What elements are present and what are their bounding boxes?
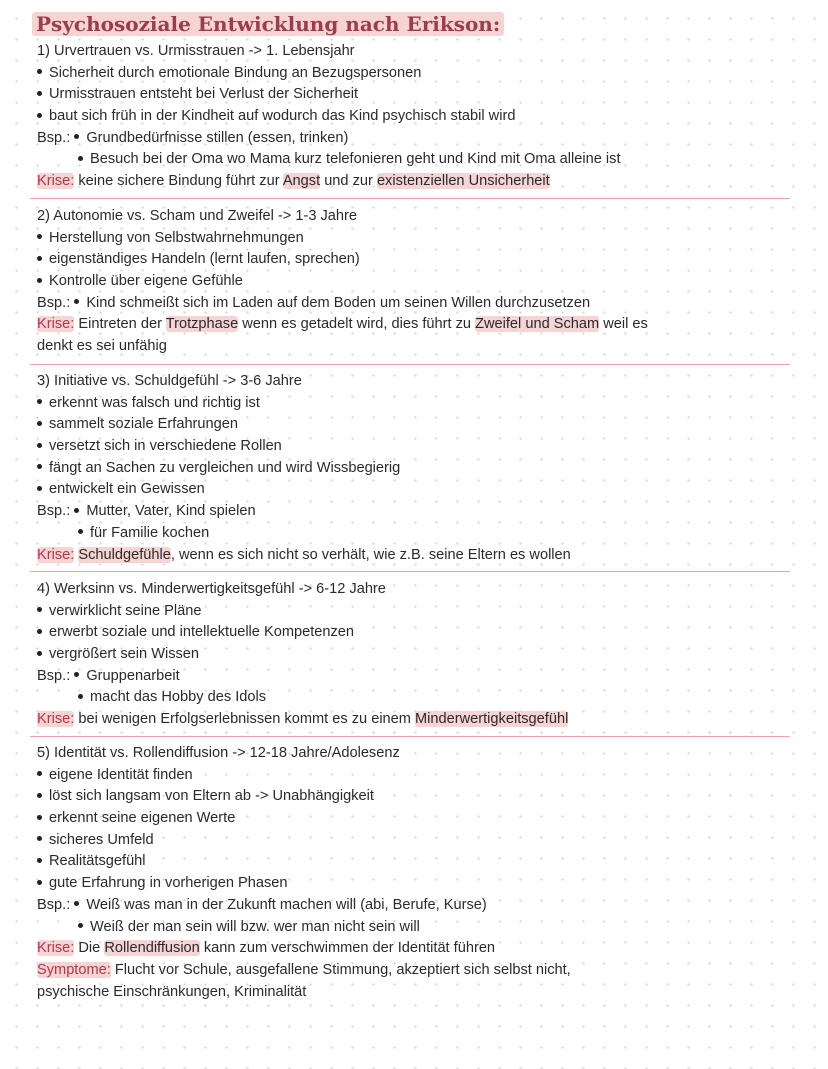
krise-label: Krise: xyxy=(37,940,75,957)
bullet-icon xyxy=(74,501,86,523)
highlight-term: existenziellen Unsicherheit xyxy=(376,173,550,190)
section-divider xyxy=(30,736,790,737)
bullet-icon xyxy=(37,622,49,644)
krise-label: Krise: xyxy=(37,316,75,333)
bullet-icon xyxy=(37,228,49,250)
stage-4-bullet: verwirklicht seine Pläne xyxy=(37,601,817,623)
stage-4-heading: 4) Werksinn vs. Minderwertigkeitsgefühl -> 6-12 Jahre xyxy=(37,581,386,597)
bullet-icon xyxy=(78,523,90,545)
section-divider xyxy=(30,364,790,365)
bullet-icon xyxy=(74,895,86,917)
stage-3-section xyxy=(37,371,817,566)
bsp-label: Bsp.: xyxy=(37,896,71,913)
bsp-label: Bsp.: xyxy=(37,129,71,146)
highlight-term: Rollendiffusion xyxy=(104,940,200,957)
stage-4-bullet: erwerbt soziale und intellektuelle Kompetenzen xyxy=(37,622,817,644)
highlight-term: Minderwertigkeitsgefühl xyxy=(415,711,569,728)
stage-3-krise: Krise: Schuldgefühle, wenn es sich nicht so verhält, wie z.B. seine Eltern es wollen xyxy=(37,546,571,563)
stage-2-example: Bsp.: Kind schmeißt sich im Laden auf dem Boden um seinen Willen durchzusetzen xyxy=(37,293,817,315)
section-divider xyxy=(30,571,790,572)
bullet-icon xyxy=(37,271,49,293)
krise-label: Krise: xyxy=(37,711,75,728)
highlight-term: Trotzphase xyxy=(165,316,239,333)
stage-3-example: für Familie kochen xyxy=(37,523,817,545)
stage-4-krise: Krise: bei wenigen Erfolgserlebnissen kommt es zu einem Minderwertigkeitsgefühl xyxy=(37,711,569,728)
stage-3-example: Bsp.: Mutter, Vater, Kind spielen xyxy=(37,501,817,523)
bsp-label: Bsp.: xyxy=(37,503,71,520)
stage-5-krise: Krise: Die Rollendiffusion kann zum verschwimmen der Identität führen xyxy=(37,940,496,957)
stage-3-heading: 3) Initiative vs. Schuldgefühl -> 3-6 Jahre xyxy=(37,373,302,389)
bullet-icon xyxy=(37,601,49,623)
stage-4-example: Bsp.: Gruppenarbeit xyxy=(37,666,817,688)
stage-3-bullet: versetzt sich in verschiedene Rollen xyxy=(37,436,817,458)
stage-1-section xyxy=(37,41,817,193)
stage-5-bullet: sicheres Umfeld xyxy=(37,830,817,852)
stage-1-krise: Krise: keine sichere Bindung führt zur Angst und zur existenziellen Unsicherheit xyxy=(37,173,550,190)
bullet-icon xyxy=(37,436,49,458)
bullet-icon xyxy=(37,808,49,830)
highlight-term: Zweifel und Scham xyxy=(475,316,600,333)
bullet-icon xyxy=(37,830,49,852)
stage-5-section xyxy=(37,743,817,1003)
stage-5-bullet: eigene Identität finden xyxy=(37,765,817,787)
stage-5-example: Weiß der man sein will bzw. wer man nicht sein will xyxy=(37,917,817,939)
bullet-icon xyxy=(37,84,49,106)
bullet-icon xyxy=(78,149,90,171)
page-title xyxy=(36,10,504,38)
stage-5-bullet: Realitätsgefühl xyxy=(37,851,817,873)
bullet-icon xyxy=(37,786,49,808)
stage-4-bullet: vergrößert sein Wissen xyxy=(37,644,817,666)
section-divider xyxy=(30,198,790,199)
highlight-term: Angst xyxy=(282,173,321,190)
stage-5-bullet: erkennt seine eigenen Werte xyxy=(37,808,817,830)
krise-label: Krise: xyxy=(37,546,75,563)
stage-2-krise-cont: denkt es sei unfähig xyxy=(37,338,167,355)
stage-5-bullet: löst sich langsam von Eltern ab -> Unabhängigkeit xyxy=(37,786,817,808)
stage-1-bullet: baut sich früh in der Kindheit auf wodurch das Kind psychisch stabil wird xyxy=(37,106,817,128)
stage-2-bullet: eigenständiges Handeln (lernt laufen, sprechen) xyxy=(37,249,817,271)
bullet-icon xyxy=(37,63,49,85)
bullet-icon xyxy=(74,128,86,150)
bullet-icon xyxy=(37,106,49,128)
bullet-icon xyxy=(74,666,86,688)
stage-2-bullet: Kontrolle über eigene Gefühle xyxy=(37,271,817,293)
stage-5-bullet: gute Erfahrung in vorherigen Phasen xyxy=(37,873,817,895)
bullet-icon xyxy=(78,687,90,709)
bullet-icon xyxy=(37,873,49,895)
stage-1-bullet: Urmisstrauen entsteht bei Verlust der Sicherheit xyxy=(37,84,817,106)
stage-5-symptome-cont: psychische Einschränkungen, Kriminalität xyxy=(37,983,307,1000)
bullet-icon xyxy=(78,917,90,939)
bsp-label: Bsp.: xyxy=(37,667,71,684)
bsp-label: Bsp.: xyxy=(37,294,71,311)
stage-3-bullet: fängt an Sachen zu vergleichen und wird Wissbegierig xyxy=(37,458,817,480)
stage-5-example: Bsp.: Weiß was man in der Zukunft machen will (abi, Berufe, Kurse) xyxy=(37,895,817,917)
stage-1-bullet: Sicherheit durch emotionale Bindung an Bezugspersonen xyxy=(37,63,817,85)
stage-4-example: macht das Hobby des Idols xyxy=(37,687,817,709)
bullet-icon xyxy=(37,851,49,873)
bullet-icon xyxy=(37,644,49,666)
stage-1-example: Bsp.: Grundbedürfnisse stillen (essen, trinken) xyxy=(37,128,817,150)
bullet-icon xyxy=(37,393,49,415)
bullet-icon xyxy=(37,458,49,480)
stage-2-bullet: Herstellung von Selbstwahrnehmungen xyxy=(37,228,817,250)
stage-2-krise: Krise: Eintreten der Trotzphase wenn es getadelt wird, dies führt zu Zweifel und Scham weil es xyxy=(37,316,648,333)
page-title-text: Psychosoziale Entwicklung nach Erikson: xyxy=(32,12,504,36)
bullet-icon xyxy=(37,479,49,501)
symptome-label: Symptome: xyxy=(37,961,111,978)
krise-label: Krise: xyxy=(37,173,75,190)
bullet-icon xyxy=(37,765,49,787)
highlight-term: Schuldgefühle xyxy=(78,546,171,563)
bullet-icon xyxy=(74,293,86,315)
bullet-icon xyxy=(37,249,49,271)
stage-1-example: Besuch bei der Oma wo Mama kurz telefonieren geht und Kind mit Oma alleine ist xyxy=(37,149,817,171)
stage-4-section xyxy=(37,579,817,731)
stage-1-heading: 1) Urvertrauen vs. Urmisstrauen -> 1. Lebensjahr xyxy=(37,43,355,59)
stage-3-bullet: entwickelt ein Gewissen xyxy=(37,479,817,501)
stage-2-section xyxy=(37,206,817,358)
stage-5-heading: 5) Identität vs. Rollendiffusion -> 12-18 Jahre/Adolesenz xyxy=(37,745,400,761)
bullet-icon xyxy=(37,414,49,436)
stage-5-symptome: Symptome: Flucht vor Schule, ausgefallene Stimmung, akzeptiert sich selbst nicht, xyxy=(37,961,571,978)
stage-3-bullet: sammelt soziale Erfahrungen xyxy=(37,414,817,436)
stage-2-heading: 2) Autonomie vs. Scham und Zweifel -> 1-3 Jahre xyxy=(37,208,358,224)
stage-3-bullet: erkennt was falsch und richtig ist xyxy=(37,393,817,415)
